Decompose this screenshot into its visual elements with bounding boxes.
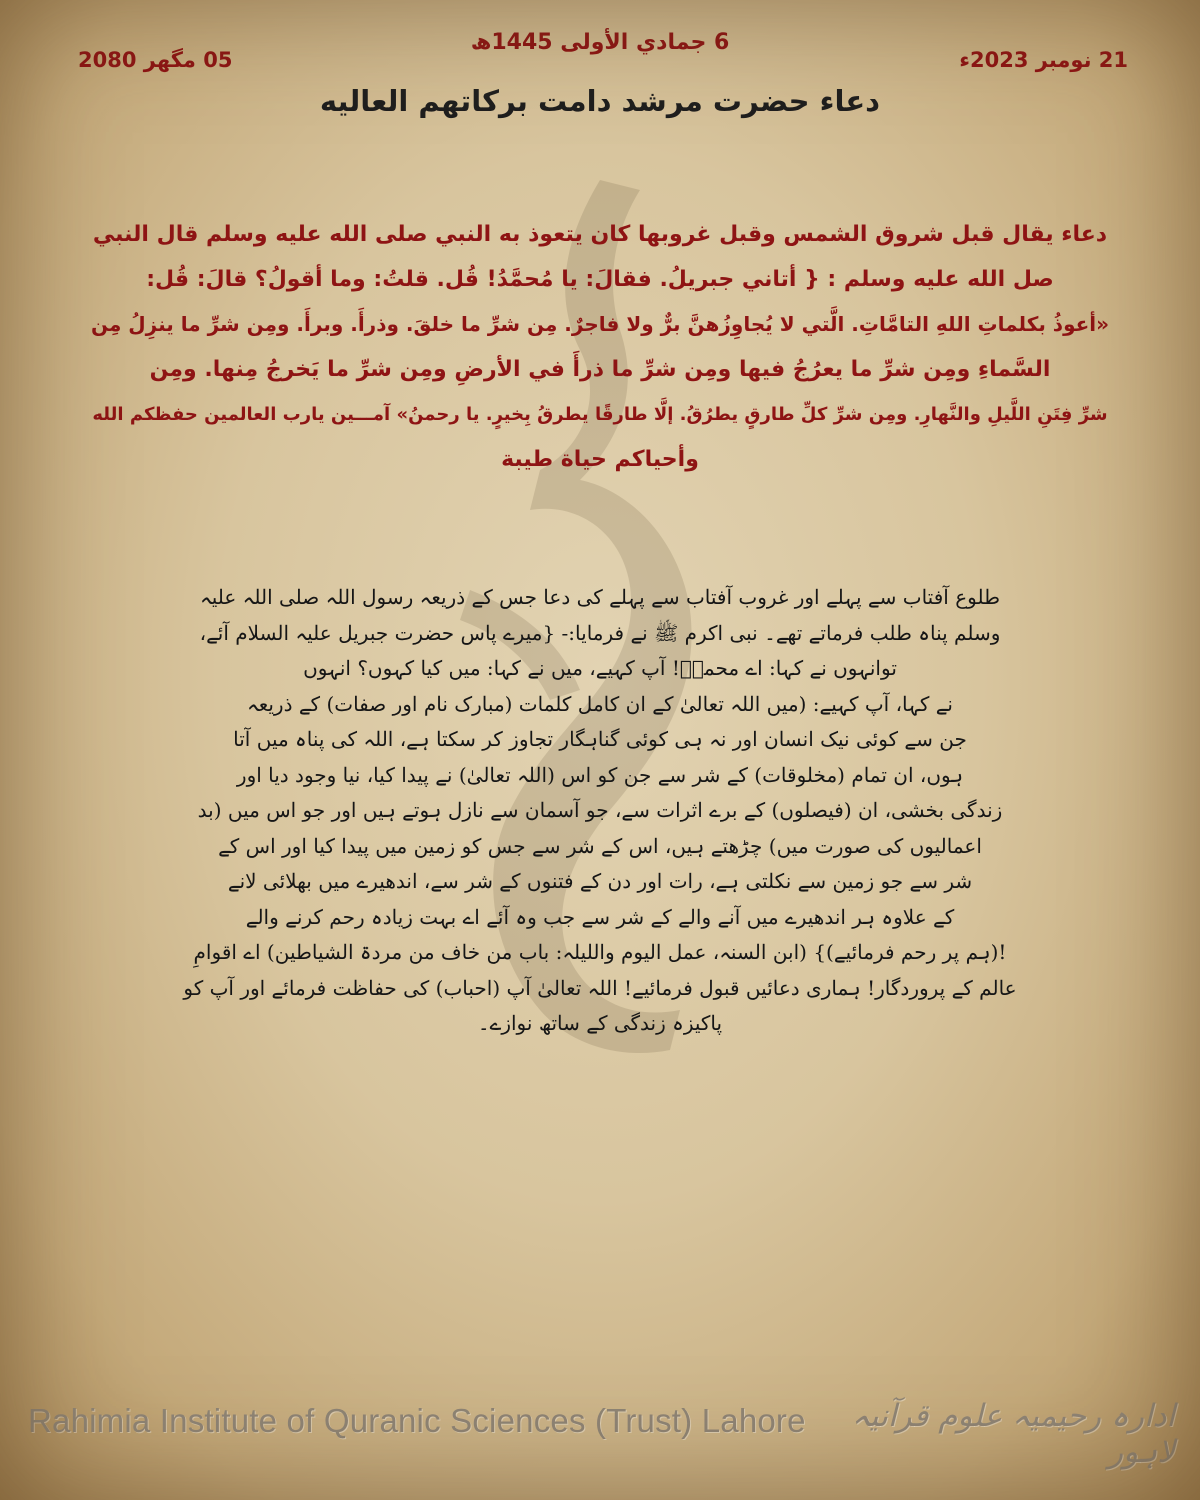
- arabic-line: صل الله عليه وسلم : { أتاني جبريلُ. فقالَ: يا مُحمَّدُ! قُل. قلتُ: وما أقولُ؟ قالَ: قُل:: [146, 267, 1054, 292]
- institute-name-english: Rahimia Institute of Quranic Sciences (Trust) Lahore: [28, 1402, 806, 1439]
- arabic-line: دعاء يقال قبل شروق الشمس وقبل غروبها كان يتعوذ به النبي صلى الله عليه وسلم قال النبي: [92, 222, 1108, 247]
- urdu-line: وسلم پناہ طلب فرماتے تھے۔ نبی اکرم ﷺ نے فرمایا:- {میرے پاس حضرت جبریل علیہ السلام آئے،: [199, 620, 1001, 645]
- bikrami-date: 05 مگھر 2080: [78, 48, 233, 72]
- institute-name-urdu: ادارہ رحیمیہ علوم قرآنیہ لاہور: [851, 1398, 1175, 1470]
- urdu-line: جن سے کوئی نیک انسان اور نہ ہی کوئی گناہگار تجاوز کر سکتا ہے، اللہ کی پناہ میں آتا: [233, 727, 967, 751]
- arabic-line: شرِّ فِتَنِ اللَّيلِ والنَّهارِ. ومِن شرِّ كلِّ طارقٍ يطرُقُ. إلَّا طارقًا يطرقُ بِخيرٍ. يا رحمنُ» آمـــين يارب العالمين حفظكم الله: [92, 404, 1108, 425]
- hijri-date: 6 جمادي الأولى 1445ھ: [470, 30, 730, 55]
- arabic-line: وأحياكم حياة طيبة: [501, 447, 699, 472]
- arabic-line: السَّماءِ ومِن شرِّ ما يعرُجُ فيها ومِن شرِّ ما ذرأَ في الأرضِ ومِن شرِّ ما يَخرجُ مِنها. ومِن: [149, 357, 1051, 382]
- urdu-line: اعمالیوں کی صورت میں) چڑھتے ہیں، اس کے شر سے جس کو زمین میں پیدا کیا اور اس کے: [218, 833, 982, 858]
- urdu-line: عالم کے پروردگار! ہماری دعائیں قبول فرمائیے! اللہ تعالیٰ آپ (احباب) کی حفاظت فرمائے اور آپ کو: [183, 975, 1017, 1000]
- arabic-line: «أعوذُ بكلماتِ اللهِ التامَّاتِ. الَّتي لا يُجاوِزُهنَّ برٌّ ولا فاجرٌ. مِن شرِّ ما خلقَ. وذرأَ. وبرأَ. ومِن شرِّ ما ينزِلُ مِن: [90, 312, 1110, 336]
- urdu-line: شر سے جو زمین سے نکلتی ہے، رات اور دن کے فتنوں کے شر سے، اندھیرے میں بھلائی لانے: [227, 869, 973, 893]
- urdu-line: !(ہم پر رحم فرمائیے)} (ابن السنہ، عمل الیوم واللیلہ: باب من خاف من مردۃ الشیاطین) اے اقوامِ: [193, 940, 1007, 964]
- urdu-translation-block: [140, 580, 1060, 1042]
- urdu-line: طلوع آفتاب سے پہلے اور غروب آفتاب سے پہلے کی دعا جس کے ذریعہ رسول اللہ صلی اللہ علیہ: [199, 585, 1000, 609]
- urdu-line: ہوں، ان تمام (مخلوقات) کے شر سے جن کو اس (اللہ تعالیٰ) نے پیدا کیا، نیا وجود دیا اور: [236, 762, 964, 787]
- page-title: دعاء حضرت مرشد دامت برکاتهم العاليه: [319, 84, 881, 118]
- gregorian-date: 21 نومبر 2023ء: [959, 48, 1128, 72]
- arabic-dua-block: [90, 212, 1110, 482]
- urdu-line: توانہوں نے کہا: اے محمدؐ! آپ کہیے، میں نے کہا: میں کیا کہوں؟ انہوں: [303, 656, 897, 680]
- urdu-line: نے کہا، آپ کہیے: (میں اللہ تعالیٰ کے ان کامل کلمات (مبارک نام اور صفات) کے ذریعہ: [246, 691, 953, 716]
- urdu-line: زندگی بخشی، ان (فیصلوں) کے برے اثرات سے، جو آسمان سے نازل ہوتے ہیں اور جو اس میں (بد: [197, 798, 1003, 822]
- urdu-line: پاکیزہ زندگی کے ساتھ نوازے۔: [477, 1011, 723, 1035]
- urdu-line: کے علاوہ ہر اندھیرے میں آنے والے کے شر سے جب وہ آئے اے بہت زیادہ رحم کرنے والے: [245, 904, 955, 929]
